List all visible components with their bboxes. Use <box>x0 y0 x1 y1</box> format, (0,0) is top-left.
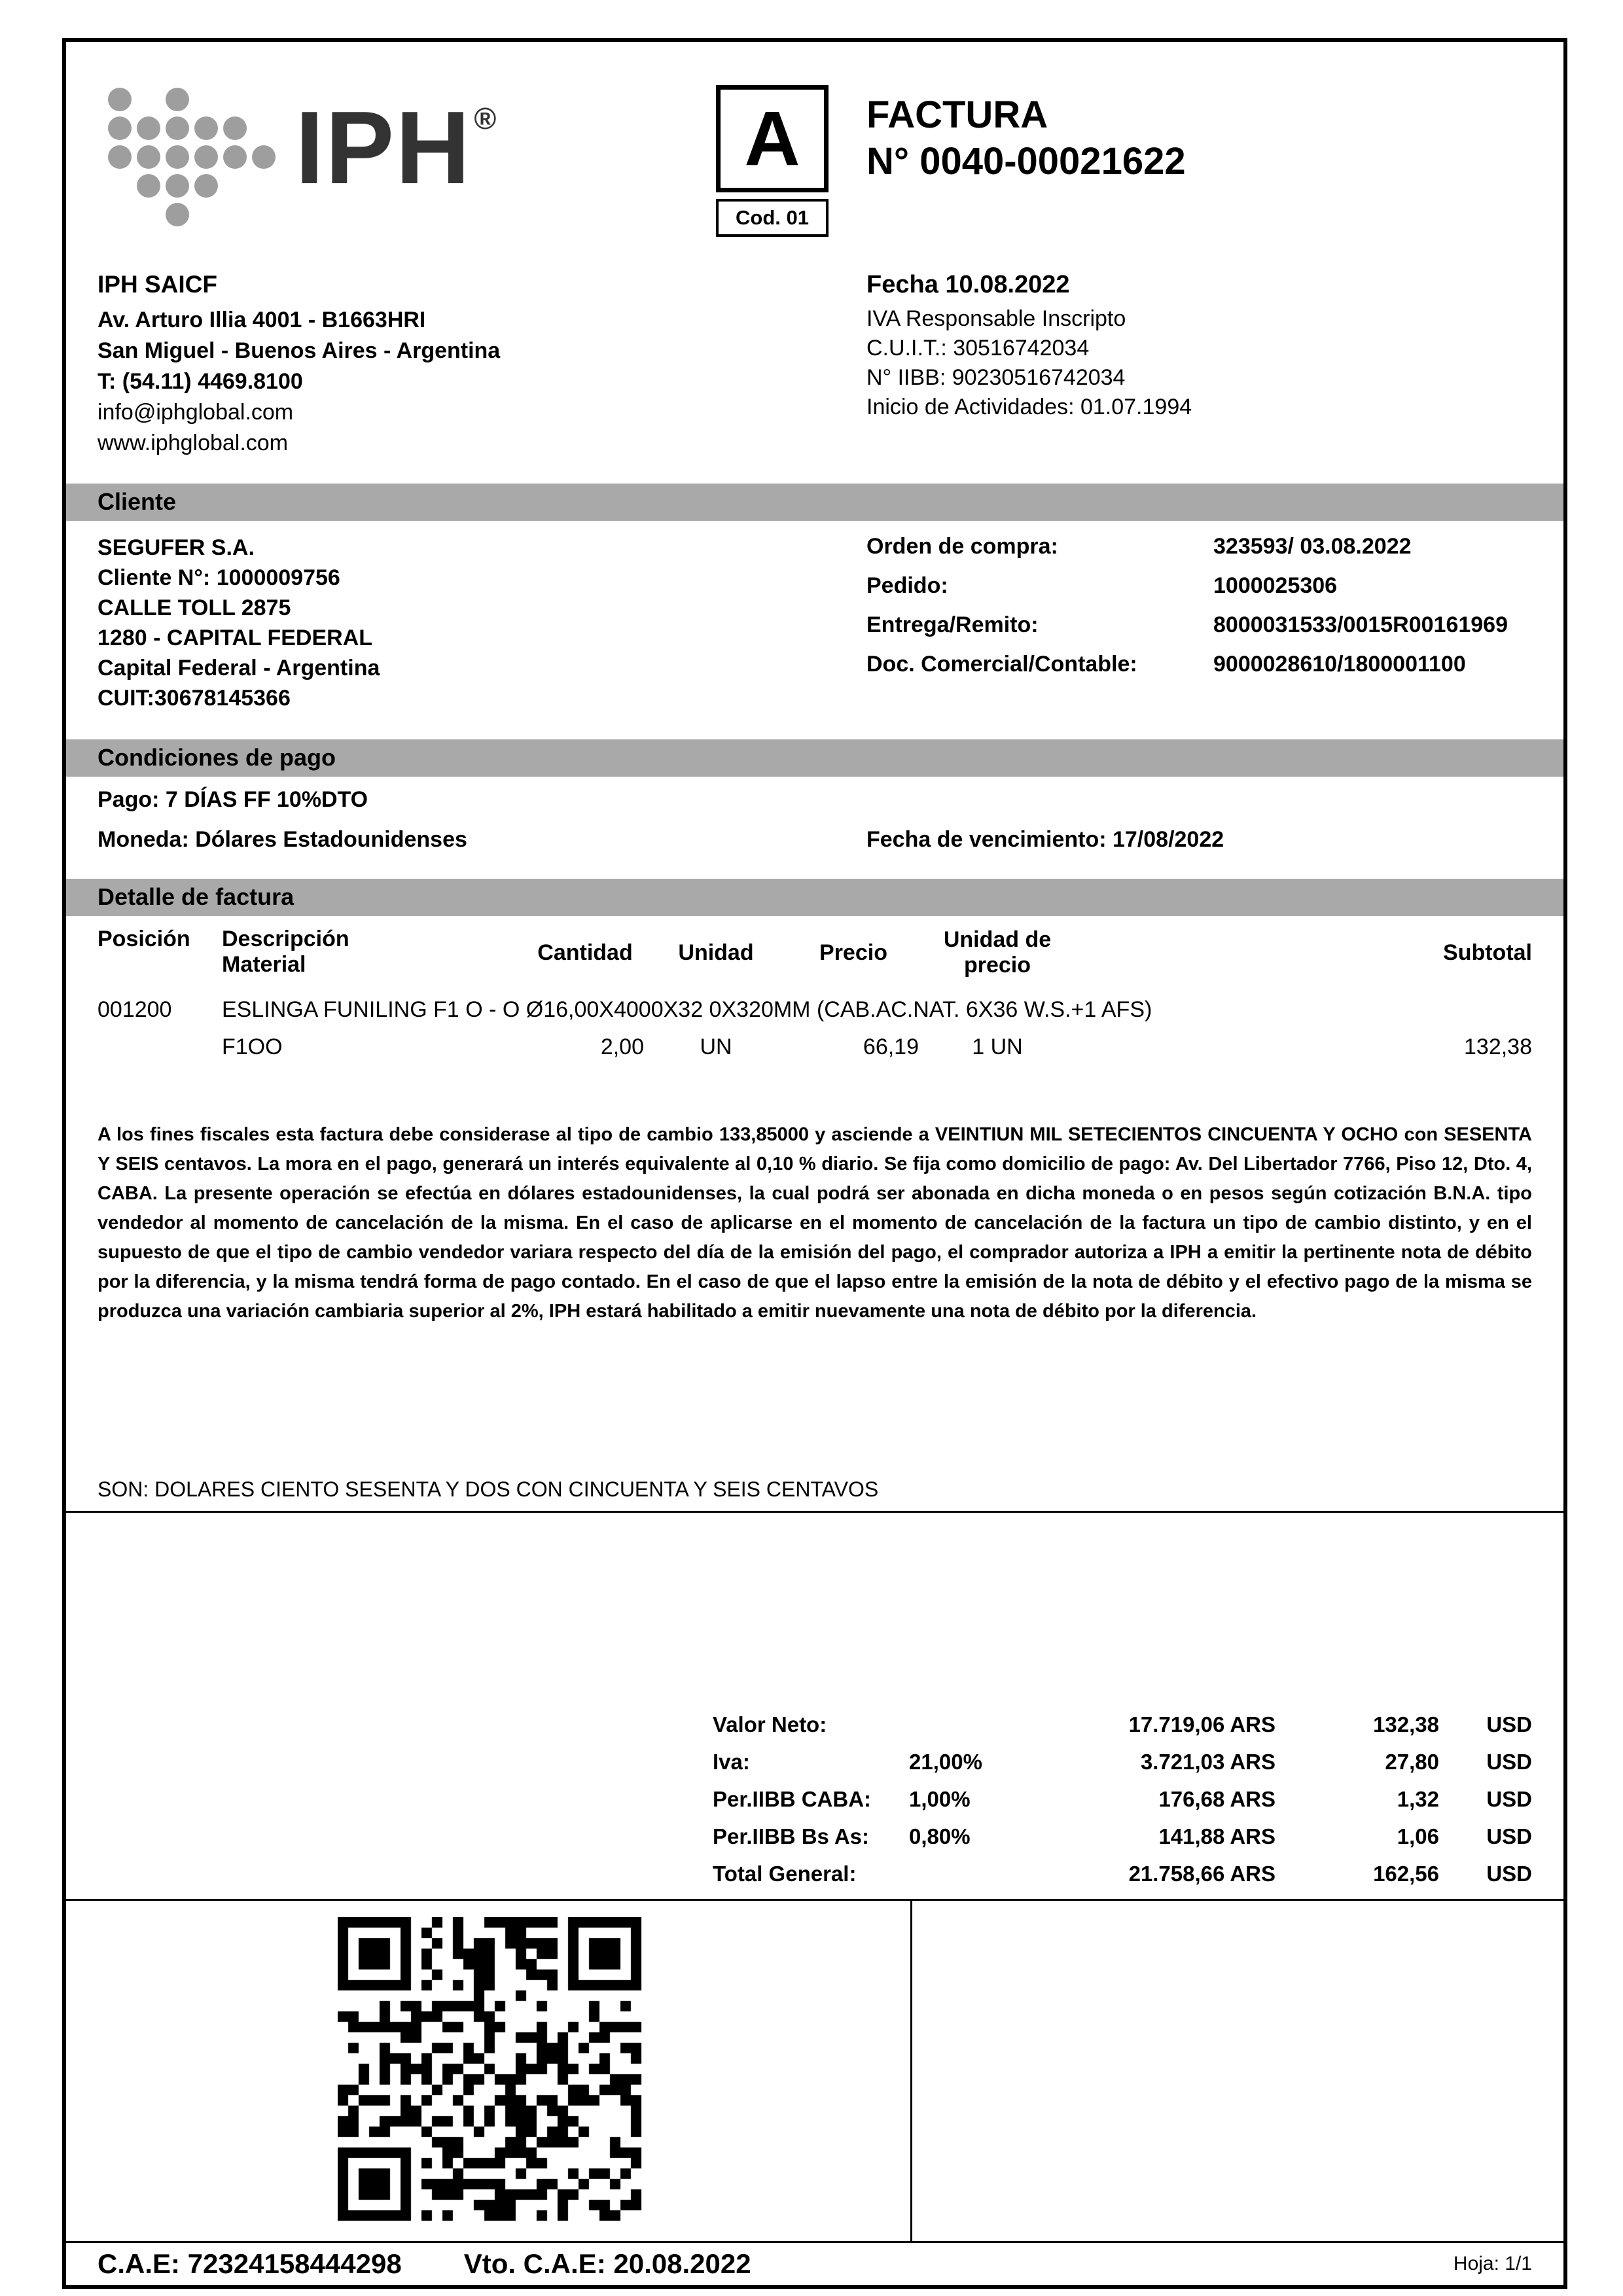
totals-row-iibb-caba <box>98 1780 1532 1818</box>
iph-logo-dots-icon <box>101 82 278 233</box>
invoice-number: N° 0040-00021622 <box>866 140 1186 183</box>
client-info <box>98 533 866 713</box>
totals-currency: USD <box>1486 1824 1532 1848</box>
column-header-price-unit-line1: Unidad de <box>943 927 1052 952</box>
client-section-header: Cliente <box>66 484 1563 521</box>
totals-ars-amount: 17.719,06 ARS <box>1128 1712 1275 1737</box>
totals-row-net <box>98 1706 1532 1743</box>
company-email: info@iphglobal.com <box>98 400 294 425</box>
item-position-spacer <box>98 1034 222 1060</box>
table-header-row <box>98 925 1532 980</box>
client-address-line1: CALLE TOLL 2875 <box>98 595 291 620</box>
registered-trademark-icon: ® <box>474 101 497 135</box>
payment-section-header: Condiciones de pago <box>66 739 1563 777</box>
column-header-subtotal: Subtotal <box>1443 940 1532 965</box>
item-material: F1OO <box>222 1034 283 1059</box>
company-cuit: C.U.I.T.: 30516742034 <box>866 336 1090 361</box>
item-price-unit: 1 UN <box>972 1034 1023 1059</box>
field-row-purchase-order <box>866 534 1532 559</box>
totals-usd-amount: 1,06 <box>1397 1824 1439 1848</box>
qr-section <box>66 1899 1563 2241</box>
invoice-type-letter: A <box>716 85 829 192</box>
field-row-commercial-doc <box>866 652 1532 677</box>
invoice-type-code: Cod. 01 <box>716 199 829 237</box>
payment-conditions <box>98 787 1532 853</box>
totals-percent: 1,00% <box>909 1786 971 1811</box>
column-header-unit: Unidad <box>678 940 754 965</box>
field-label: Doc. Comercial/Contable: <box>866 652 1137 677</box>
totals-usd-amount: 132,38 <box>1373 1712 1439 1737</box>
totals-usd-amount: 162,56 <box>1373 1861 1439 1886</box>
client-address-line3: Capital Federal - Argentina <box>98 656 380 680</box>
item-row-description <box>98 997 1532 1023</box>
item-position: 001200 <box>98 997 172 1022</box>
item-unit: UN <box>700 1034 732 1059</box>
column-header-quantity: Cantidad <box>537 940 633 965</box>
company-info <box>98 271 866 459</box>
company-name: IPH SAICF <box>98 271 217 298</box>
invoice-header <box>98 82 1532 245</box>
totals-label: Valor Neto: <box>713 1712 827 1737</box>
field-value: 323593/ 03.08.2022 <box>1213 534 1412 559</box>
item-row-values <box>98 1034 1532 1060</box>
client-section <box>98 533 1532 713</box>
client-address-line2: 1280 - CAPITAL FEDERAL <box>98 626 373 650</box>
blank-space <box>66 1326 1563 1477</box>
item-quantity: 2,00 <box>600 1034 644 1059</box>
totals-currency: USD <box>1486 1861 1532 1886</box>
field-value: 9000028610/1800001100 <box>1213 652 1466 677</box>
totals-label: Per.IIBB CABA: <box>713 1786 872 1811</box>
totals-row-iva <box>98 1743 1532 1780</box>
vertical-divider <box>910 1901 912 2241</box>
totals-currency: USD <box>1486 1712 1532 1737</box>
totals-label: Total General: <box>713 1861 857 1886</box>
column-header-description-line1: Descripción <box>222 927 349 951</box>
field-row-order <box>866 573 1532 599</box>
client-cuit: CUIT:30678145366 <box>98 686 291 711</box>
field-value: 1000025306 <box>1213 573 1338 598</box>
invoice-footer <box>66 2241 1563 2285</box>
totals-ars-amount: 141,88 ARS <box>1158 1824 1275 1848</box>
fiscal-info <box>866 271 1532 459</box>
cae-due-date: Vto. C.A.E: 20.08.2022 <box>463 2248 751 2279</box>
amount-in-words: SON: DOLARES CIENTO SESENTA Y DOS CON CINCUENTA Y SEIS CENTAVOS <box>66 1477 1563 1513</box>
column-header-description <box>222 925 526 978</box>
invoice-items-table <box>98 925 1532 1060</box>
client-name: SEGUFER S.A. <box>98 535 255 560</box>
company-website: www.iphglobal.com <box>98 431 289 455</box>
totals-ars-amount: 3.721,03 ARS <box>1140 1749 1275 1774</box>
company-address-line1: Av. Arturo Illia 4001 - B1663HRI <box>98 308 426 332</box>
totals-label: Iva: <box>713 1749 750 1774</box>
payment-currency: Moneda: Dólares Estadounidenses <box>98 827 467 852</box>
company-fiscal-info <box>98 271 1532 459</box>
cae-number: C.A.E: 72324158444298 <box>98 2248 402 2279</box>
column-header-description-line2: Material <box>222 952 306 977</box>
field-row-delivery <box>866 612 1532 638</box>
invoice-date: Fecha 10.08.2022 <box>866 271 1070 298</box>
totals-percent: 0,80% <box>909 1824 971 1848</box>
item-price: 66,19 <box>863 1034 919 1059</box>
invoice-type-box <box>716 85 829 237</box>
field-label: Pedido: <box>866 573 948 598</box>
field-label: Entrega/Remito: <box>866 612 1039 637</box>
totals-label: Per.IIBB Bs As: <box>713 1824 870 1848</box>
iph-logo <box>101 82 497 233</box>
payment-due-date: Fecha de vencimiento: 17/08/2022 <box>866 827 1224 852</box>
qr-code <box>338 1917 645 2225</box>
totals-currency: USD <box>1486 1749 1532 1774</box>
page-number: Hoja: 1/1 <box>1453 2253 1532 2274</box>
invoice-title: FACTURA <box>866 94 1048 136</box>
payment-terms: Pago: 7 DÍAS FF 10%DTO <box>98 787 368 812</box>
totals-percent: 21,00% <box>909 1749 982 1774</box>
company-phone: T: (54.11) 4469.8100 <box>98 369 303 394</box>
column-header-price: Precio <box>819 940 887 965</box>
company-address-line2: San Miguel - Buenos Aires - Argentina <box>98 338 501 363</box>
column-header-position: Posición <box>98 927 190 951</box>
totals-row-grand-total <box>98 1855 1532 1892</box>
totals-ars-amount: 21.758,66 ARS <box>1128 1861 1275 1886</box>
totals-block <box>98 1706 1532 1892</box>
item-description: ESLINGA FUNILING F1 O - O Ø16,00X4000X32 0X320MM (CAB.AC.NAT. 6X36 W.S.+1 AFS) <box>222 997 1152 1022</box>
field-value: 8000031533/0015R00161969 <box>1213 612 1508 637</box>
client-number: Cliente N°: 1000009756 <box>98 565 340 590</box>
column-header-price-unit-line2: precio <box>963 953 1031 978</box>
field-label: Orden de compra: <box>866 534 1058 559</box>
blank-space-totals <box>66 1513 1563 1706</box>
totals-usd-amount: 27,80 <box>1385 1749 1439 1774</box>
activity-start-date: Inicio de Actividades: 01.07.1994 <box>866 395 1192 419</box>
column-header-price-unit <box>919 927 1076 978</box>
order-reference-fields <box>866 533 1532 713</box>
item-subtotal: 132,38 <box>1464 1034 1532 1059</box>
payment-row2 <box>98 827 1532 853</box>
iva-condition: IVA Responsable Inscripto <box>866 306 1126 331</box>
totals-row-iibb-bsas <box>98 1818 1532 1855</box>
iph-logo-text: IPH <box>295 90 472 205</box>
totals-currency: USD <box>1486 1786 1532 1811</box>
invoice-title-block <box>866 93 1186 183</box>
detail-section-header: Detalle de factura <box>66 879 1563 916</box>
totals-usd-amount: 1,32 <box>1397 1786 1439 1811</box>
totals-ars-amount: 176,68 ARS <box>1158 1786 1275 1811</box>
company-iibb: N° IIBB: 90230516742034 <box>866 365 1126 390</box>
legal-terms-text: A los fines fiscales esta factura debe considerase al tipo de cambio 133,85000 y asciende a VEINTIUN MIL SETECIENTOS CINCUENTA Y OCHO con SESENTA Y SEIS centavos. La mora en el pago, generará un interés equivalente al 0,10 % diario. Se fija como domicilio de pago: Av. Del Libertador 7766, Piso 12, Dto. 4, CABA. La presente operación se efectúa en dólares estadounidenses, la cual podrá ser abonada en dicha moneda o en pesos según cotización B.N.A. tipo vendedor al momento de cancelación de la misma. En el caso de aplicarse en el momento de cancelación de la factura un tipo de cambio distinto, y en el supuesto de que el tipo de cambio vendedor variara respecto del día de la emisión del pago, el comprador autoriza a IPH a emitir la pertinente nota de débito por la diferencia, y la misma tendrá forma de pago contado. En el caso de que el lapso entre la emisión de la nota de débito y el efectivo pago de la misma se produzca una variación cambiaria superior al 2%, IPH estará habilitado a emitir nuevamente una nota de débito por la diferencia. <box>98 1124 1532 1322</box>
invoice-page <box>62 38 1567 2289</box>
